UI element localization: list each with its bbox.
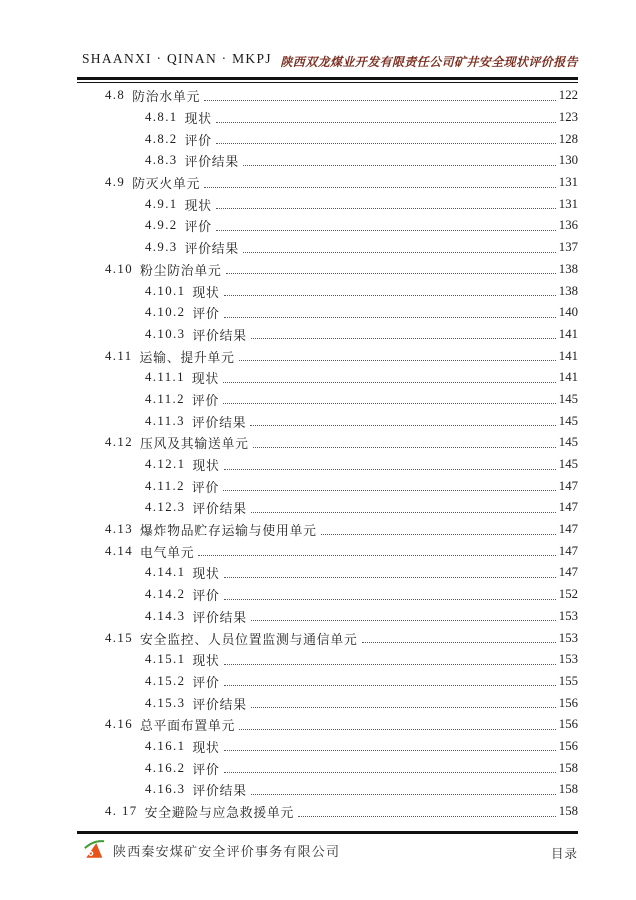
toc-entry-page: 137	[558, 240, 578, 255]
dot-leader	[204, 178, 556, 188]
toc-entry-title: 评价结果	[184, 241, 239, 257]
toc-entry-page: 156	[558, 717, 578, 732]
toc-entry	[77, 692, 578, 714]
toc-entry-title: 评价	[191, 392, 220, 408]
toc-entry-page: 131	[558, 175, 578, 190]
toc-entry-number: 4.12	[105, 435, 133, 450]
header-divider	[77, 77, 578, 83]
toc-entry-page: 138	[558, 283, 578, 298]
toc-entry-number: 4.14.1	[145, 565, 186, 580]
toc-entry-page: 147	[558, 522, 578, 537]
toc-entry-title: 评价	[192, 674, 220, 690]
toc-entry-title: 现状	[192, 653, 220, 669]
toc-entry-page: 147	[558, 565, 578, 580]
toc-entry-number: 4.15	[105, 630, 133, 645]
toc-entry-title: 评价结果	[192, 327, 247, 343]
toc-entry-page: 153	[558, 630, 578, 645]
toc-entry	[77, 215, 578, 237]
toc-entry-number: 4.8.3	[145, 153, 178, 168]
toc-entry	[77, 432, 578, 454]
toc-entry	[77, 779, 578, 801]
toc-entry-number: 4.16.2	[145, 760, 186, 775]
dot-leader	[226, 264, 556, 274]
toc-entry-number: 4.15.3	[145, 695, 186, 710]
toc-entry-number: 4.11.3	[145, 413, 185, 428]
toc-entry	[77, 389, 578, 411]
toc-entry-number: 4.11.2	[145, 478, 185, 493]
toc-entry	[77, 302, 578, 324]
company-logo-icon	[83, 839, 105, 861]
toc-entry-number: 4.15.1	[145, 652, 186, 667]
footer-left	[83, 839, 340, 861]
dot-leader	[251, 503, 556, 513]
toc-entry-page: 153	[558, 608, 578, 623]
toc-entry-title: 现状	[184, 111, 212, 127]
toc-entry	[77, 649, 578, 671]
header-report-title: 陕西双龙煤业开发有限责任公司矿井安全现状评价报告	[280, 55, 578, 69]
toc-entry-title: 爆炸物品贮存运输与使用单元	[140, 523, 317, 539]
toc-entry-number: 4.11.2	[145, 391, 185, 406]
toc-entry	[77, 345, 578, 367]
toc-list	[77, 85, 578, 822]
toc-entry-number: 4.15.2	[145, 673, 186, 688]
toc-entry-title: 运输、提升单元	[139, 349, 235, 365]
toc-entry	[77, 259, 578, 281]
toc-entry-page: 122	[558, 88, 578, 103]
toc-entry	[77, 237, 578, 259]
toc-entry	[77, 324, 578, 346]
toc-entry	[77, 410, 578, 432]
toc-entry-number: 4.11	[105, 348, 133, 363]
toc-entry-page: 158	[558, 782, 578, 797]
toc-entry-title: 评价	[192, 761, 220, 777]
toc-entry-title: 现状	[192, 284, 220, 300]
dot-leader	[216, 134, 556, 144]
toc-entry-page: 138	[558, 261, 578, 276]
toc-entry-number: 4.14.2	[145, 587, 186, 602]
toc-entry	[77, 757, 578, 779]
dot-leader	[253, 438, 556, 448]
toc-entry-title: 防灭火单元	[132, 176, 201, 192]
toc-entry	[77, 193, 578, 215]
toc-entry-number: 4.14	[105, 543, 133, 558]
toc-entry-page: 153	[558, 652, 578, 667]
toc-entry	[77, 540, 578, 562]
dot-leader	[216, 199, 556, 209]
toc-entry	[77, 714, 578, 736]
toc-entry	[77, 497, 578, 519]
dot-leader	[321, 525, 556, 535]
dot-leader	[239, 720, 556, 730]
toc-entry	[77, 606, 578, 628]
toc-entry-page: 128	[558, 131, 578, 146]
toc-entry	[77, 475, 578, 497]
dot-leader	[216, 113, 556, 123]
toc-entry-title: 评价结果	[192, 696, 247, 712]
toc-entry-page: 152	[558, 587, 578, 602]
dot-leader	[198, 546, 555, 556]
dot-leader	[223, 394, 556, 404]
toc-entry-page: 156	[558, 738, 578, 753]
dot-leader	[224, 741, 556, 751]
toc-entry-title: 评价结果	[191, 414, 247, 430]
toc-entry-title: 现状	[184, 197, 212, 213]
dot-leader	[224, 460, 556, 470]
toc-entry	[77, 172, 578, 194]
toc-entry-page: 145	[558, 413, 578, 428]
toc-entry-page: 145	[558, 457, 578, 472]
toc-entry-number: 4.16.3	[145, 782, 186, 797]
toc-entry-number: 4.16	[105, 717, 133, 732]
toc-entry	[77, 584, 578, 606]
toc-entry-number: 4.10	[105, 261, 133, 276]
toc-entry-page: 141	[558, 326, 578, 341]
toc-entry-title: 评价	[184, 132, 212, 148]
toc-entry-number: 4.16.1	[145, 738, 186, 753]
dot-leader	[243, 156, 556, 166]
toc-entry-title: 粉尘防治单元	[140, 262, 222, 278]
toc-entry-title: 安全监控、人员位置监测与通信单元	[140, 631, 358, 647]
toc-entry-page: 147	[558, 500, 578, 515]
dot-leader	[251, 329, 556, 339]
footer-divider	[77, 831, 578, 834]
toc-entry-page: 145	[558, 391, 578, 406]
toc-entry-page: 131	[558, 196, 578, 211]
toc-entry	[77, 627, 578, 649]
toc-entry-title: 现状	[192, 458, 220, 474]
toc-entry	[77, 128, 578, 150]
toc-entry-number: 4.12.3	[145, 500, 186, 515]
dot-leader	[298, 807, 556, 817]
dot-leader	[362, 633, 556, 643]
toc-entry-title: 评价	[184, 219, 212, 235]
toc-entry-title: 评价	[191, 479, 220, 495]
dot-leader	[224, 590, 556, 600]
toc-entry-number: 4.12.1	[145, 457, 186, 472]
toc-entry-number: 4.9.2	[145, 218, 178, 233]
footer-page-label: 目录	[550, 847, 578, 861]
dot-leader	[223, 481, 556, 491]
dot-leader	[223, 373, 556, 383]
toc-entry-number: 4.9.1	[145, 196, 178, 211]
dot-leader	[224, 676, 556, 686]
dot-leader	[224, 568, 556, 578]
dot-leader	[224, 308, 556, 318]
toc-entry-page: 156	[558, 695, 578, 710]
toc-entry-number: 4.13	[105, 522, 133, 537]
dot-leader	[251, 698, 556, 708]
toc-entry	[77, 454, 578, 476]
toc-entry	[77, 801, 578, 823]
toc-entry-page: 158	[558, 760, 578, 775]
dot-leader	[224, 655, 556, 665]
dot-leader	[251, 785, 556, 795]
toc-entry-number: 4.11.1	[145, 370, 185, 385]
toc-entry	[77, 280, 578, 302]
toc-entry-page: 141	[558, 370, 578, 385]
dot-leader	[239, 351, 556, 361]
toc-entry	[77, 562, 578, 584]
toc-entry-title: 现状	[192, 566, 220, 582]
toc-entry	[77, 736, 578, 758]
toc-entry-page: 136	[558, 218, 578, 233]
toc-entry-title: 防治水单元	[132, 89, 201, 105]
toc-entry-title: 评价结果	[184, 154, 239, 170]
toc-entry-page: 147	[558, 543, 578, 558]
toc-entry	[77, 85, 578, 107]
footer-company-name: 陕西秦安煤矿安全评价事务有限公司	[113, 843, 341, 859]
dot-leader	[204, 91, 556, 101]
dot-leader	[224, 763, 556, 773]
toc-entry-title: 评价	[192, 588, 220, 604]
toc-entry-number: 4.9.3	[145, 240, 178, 255]
dot-leader	[250, 416, 555, 426]
toc-entry-number: 4.8	[105, 88, 126, 103]
toc-entry-title: 现状	[192, 739, 220, 755]
toc-entry-page: 147	[558, 478, 578, 493]
toc-entry-number: 4.14.3	[145, 608, 186, 623]
toc-entry-number: 4.10.1	[145, 283, 186, 298]
toc-entry	[77, 107, 578, 129]
toc-entry-number: 4.10.3	[145, 326, 186, 341]
toc-entry-page: 123	[558, 110, 578, 125]
toc-entry-page: 155	[558, 673, 578, 688]
toc-entry-title: 评价结果	[192, 501, 247, 517]
toc-entry-page: 158	[558, 804, 578, 819]
dot-leader	[243, 243, 556, 253]
toc-entry-number: 4.10.2	[145, 305, 186, 320]
toc-entry-number: 4.9	[105, 175, 126, 190]
toc-entry-title: 现状	[191, 371, 220, 387]
toc-entry-title: 安全避险与应急救援单元	[144, 805, 295, 821]
dot-leader	[216, 221, 556, 231]
dot-leader	[224, 286, 556, 296]
toc-entry	[77, 150, 578, 172]
toc-entry-title: 总平面布置单元	[140, 718, 236, 734]
toc-entry-title: 评价	[192, 306, 220, 322]
toc-entry-page: 140	[558, 305, 578, 320]
toc-entry-page: 141	[558, 348, 578, 363]
toc-entry-number: 4. 17	[105, 804, 138, 819]
toc-entry-number: 4.8.1	[145, 110, 178, 125]
toc-entry-title: 电气单元	[140, 544, 195, 560]
toc-entry	[77, 367, 578, 389]
dot-leader	[251, 611, 556, 621]
toc-entry-title: 评价结果	[192, 609, 247, 625]
header-company-abbreviation: SHAANXI · QINAN · MKPJ	[82, 51, 272, 66]
toc-entry-title: 压风及其输送单元	[140, 436, 249, 452]
toc-entry-page: 130	[558, 153, 578, 168]
toc-entry-page: 145	[558, 435, 578, 450]
toc-entry-title: 评价结果	[192, 783, 247, 799]
toc-entry	[77, 519, 578, 541]
toc-entry	[77, 671, 578, 693]
toc-entry-number: 4.8.2	[145, 131, 178, 146]
